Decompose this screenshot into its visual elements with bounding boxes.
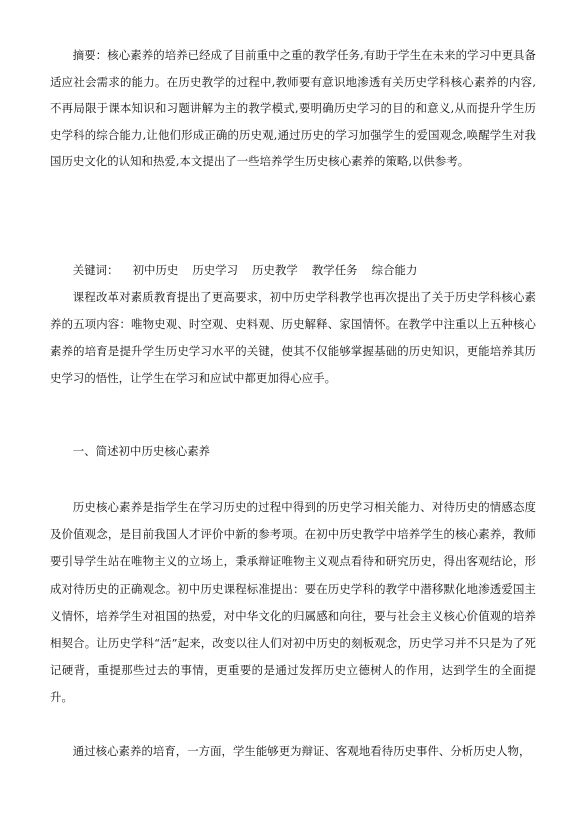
keywords-line	[50, 257, 536, 284]
abstract-label: 摘要：	[72, 48, 108, 62]
keyword-item: 初中历史	[132, 263, 179, 277]
abstract-paragraph	[50, 42, 536, 175]
keyword-item: 教学任务	[311, 263, 358, 277]
intro-paragraph: 课程改革对素质教育提出了更高要求，初中历史学科教学也再次提出了关于历史学科核心素养的五项内容：唯物史观、时空观、史料观、历史解释、家国情怀。在教学中注重以上五种核心素养的培育是提升学生历史学习水平的关键，使其不仅能够掌握基础的历史知识，更能培养其历史学习的悟性，让学生在学习和应试中都更加得心应手。	[50, 290, 536, 385]
section-heading: 一、简述初中历史核心素养	[72, 444, 211, 458]
keyword-item: 历史学习	[192, 263, 239, 277]
keyword-item: 历史教学	[252, 263, 298, 277]
abstract-text: 核心素养的培养已经成了目前重中之重的教学任务,有助于学生在未来的学习中更具备适应社会需求的能力。在历史教学的过程中,教师要有意识地渗透有关历史学科核心素养的内容,不再局限于课本知识和习题讲解为主的教学模式,要明确历史学习的目的和意义,从而提升学生历史学科的综合能力,让他们形成正确的历史观,通过历史的学习加强学生的爱国观念,唤醒学生对我国历史文化的认知和热爱,本文提出了一些培养学生历史核心素养的策略,以供参考。	[50, 48, 536, 168]
keyword-item: 综合能力	[371, 263, 418, 277]
section-body-paragraph-2: 通过核心素养的培育，一方面，学生能够更为辩证、客观地看待历史事件、分析历史人物，	[72, 744, 531, 758]
keywords-label: 关键词：	[72, 263, 119, 277]
section-body-paragraph: 历史核心素养是指学生在学习历史的过程中得到的历史学习相关能力、对待历史的情感态度及价值观念，是目前我国人才评价中新的参考项。在初中历史教学中培养学生的核心素养，教师要引导学生站在唯物主义的立场上，秉承辩证唯物主义观点看待和研究历史，得出客观结论，形成对待历史的正确观念。初中历史课程标准提出：要在历史学科的教学中潜移默化地渗透爱国主义情怀，培养学生对祖国的热爱，对中华文化的归属感和向往，要与社会主义核心价值观的培养相契合。让历史学科“活”起来，改变以往人们对初中历史的刻板观念，历史学习并不只是为了死记硬背，重提那些过去的事情，更重要的是通过发挥历史立德树人的作用，达到学生的全面提升。	[50, 500, 536, 705]
